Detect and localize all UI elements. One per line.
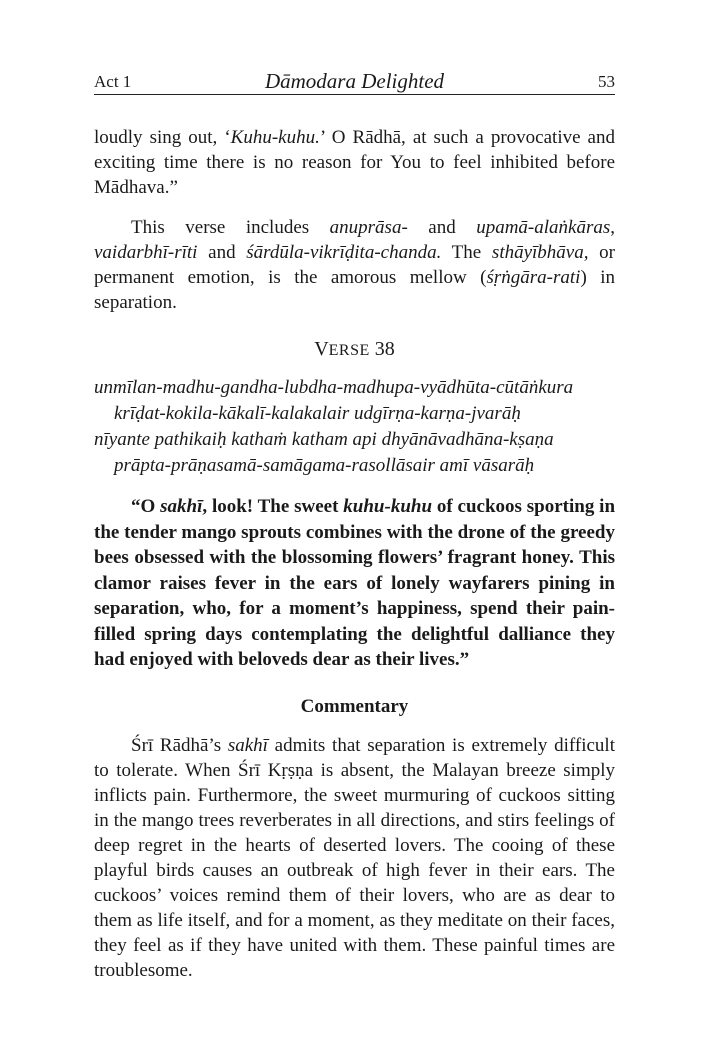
verse-translation: “O sakhī, look! The sweet kuhu-kuhu of cuckoos sporting in the tender mango sprouts combines with the drone of the greedy bees obsessed with the blossoming flowers’ fragrant honey. This clamor raises fever in the ears of lonely wayfarers pining in separation, who, for a moment’s happiness, spend their pain-filled spring days contemplating the delightful dalliance they had enjoyed with beloveds dear as their lives.”	[94, 496, 616, 670]
book-title: Dāmodara Delighted	[264, 69, 445, 93]
verse-line: krīḍat-kokila-kākalī-kalakalair udgīrṇa-karṇa-jvarāḥ	[114, 403, 521, 424]
page-number: 53	[598, 72, 615, 91]
verse-heading: VERSE 38	[314, 338, 395, 360]
verse-line: unmīlan-madhu-gandha-lubdha-madhupa-vyādhūta-cūtāṅkura	[94, 377, 574, 398]
running-header	[94, 64, 615, 95]
paragraph-continuation: loudly sing out, ‘Kuhu-kuhu.’ O Rādhā, at such a provocative and exciting time there is no reason for You to feel inhibited before Mādhava.”	[94, 127, 615, 198]
verse-line: nīyante pathikaiḥ kathaṁ katham api dhyānāvadhāna-kṣaṇa	[94, 429, 554, 450]
act-label: Act 1	[94, 72, 132, 91]
verse-line: prāpta-prāṇasamā-samāgama-rasollāsair amī vāsarāḥ	[114, 455, 535, 476]
sanskrit-verse	[94, 375, 615, 479]
commentary-paragraph: Śrī Rādhā’s sakhī admits that separation is extremely difficult to tolerate. When Śrī Kṛṣṇa is absent, the Malayan breeze simply inflicts pain. Furthermore, the sweet murmuring of cuckoos sitting in the mango trees reverberates in all directions, and stirs feelings of deep regret in the hearts of deserted lovers. The cooing of these playful birds causes an outbreak of high fever in their ears. The cuckoos’ voices remind them of their lovers, who are as dear to them as life itself, and for a moment, as they meditate on their faces, they feel as if they have united with them. These painful times are troublesome.	[94, 734, 615, 981]
book-page	[94, 64, 615, 983]
commentary-heading: Commentary	[300, 695, 409, 717]
paragraph-verse-analysis: This verse includes anuprāsa- and upamā-alaṅkāras, vaidarbhī-rīti and śārdūla-vikrīḍita-chanda. The sthāyībhāva, or permanent emotion, is the amorous mellow (śṛṅgāra-rati) in separation.	[94, 217, 616, 313]
